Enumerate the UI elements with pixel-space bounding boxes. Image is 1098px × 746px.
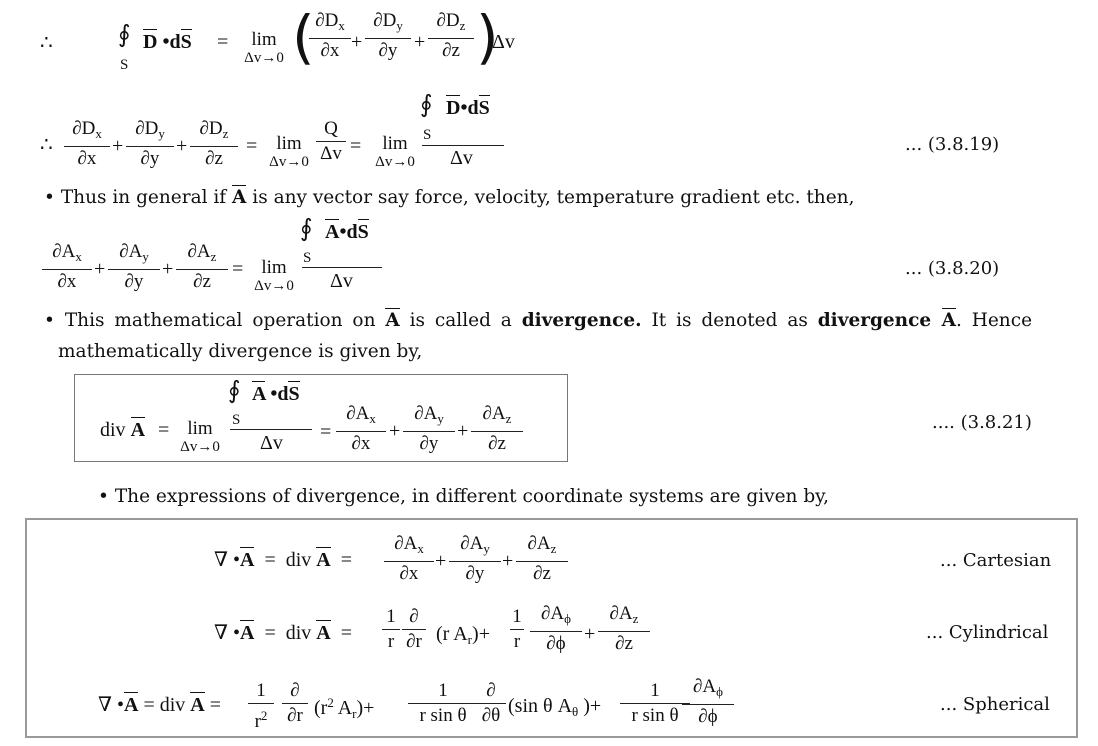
div-label: div A bbox=[100, 419, 146, 441]
fraction-cart-y: $\partial A_y$ ∂y bbox=[449, 533, 501, 585]
plus-3a: + bbox=[94, 258, 106, 280]
label-spherical: ... Spherical bbox=[940, 694, 1050, 715]
cyl-rAr: (r $A_r)+$ bbox=[436, 623, 490, 647]
delta-v-4: Δv bbox=[260, 432, 283, 454]
fraction-sph-1-rsin: 1 r sin θ bbox=[408, 680, 478, 727]
paragraph-thus-in-general: • Thus in general if A is any vector say force, velocity, temperature gradient etc. then, bbox=[44, 187, 855, 208]
fraction-sph-1-r2: 1 $r^2$ bbox=[248, 680, 274, 733]
vector-dot-product-3: A•dS bbox=[325, 221, 369, 243]
equals-1: = bbox=[217, 31, 229, 53]
paragraph-line-2: mathematically divergence is given by, bbox=[58, 341, 423, 362]
fraction-dDy-dy: $\partial D_y$ ∂y bbox=[365, 10, 411, 62]
fraction-sph-d-dr: ∂ ∂r bbox=[282, 680, 308, 727]
limit-2a: lim Δv→0 bbox=[269, 133, 309, 170]
closed-integral-1: ∮ bbox=[118, 20, 131, 48]
plus-cyl: + bbox=[584, 623, 596, 645]
equation-number-3-8-20: ... (3.8.20) bbox=[905, 258, 1000, 279]
equals-4a: = bbox=[158, 419, 170, 441]
vector-dot-product-2: D•dS bbox=[446, 97, 490, 119]
delta-v-2: Δv bbox=[450, 147, 473, 169]
plus-cart-b: + bbox=[502, 550, 514, 572]
fraction-dDy-dy-2: $\partial D_y$ ∂y bbox=[126, 118, 174, 170]
closed-integral-4: ∮ bbox=[228, 376, 241, 404]
cartesian-lhs: ∇ •A = div A = bbox=[214, 549, 353, 571]
plus-2a: + bbox=[112, 135, 124, 157]
fraction-dAx-dx-4: $\partial A_x$ ∂x bbox=[336, 403, 386, 455]
therefore-symbol: ∴ bbox=[40, 32, 53, 54]
fraction-cyl-1-r: 1 r bbox=[382, 606, 400, 653]
fraction-dAz-dz-4: $\partial A_z$ ∂z bbox=[471, 403, 523, 455]
equation-number-3-8-21: .... (3.8.21) bbox=[932, 412, 1032, 433]
limit-2b: lim Δv→0 bbox=[375, 133, 415, 170]
paragraph-expressions: • The expressions of divergence, in different coordinate systems are given by, bbox=[98, 486, 830, 507]
sph-sinA: (sin θ $A_\theta$ )+ bbox=[508, 695, 602, 719]
therefore-symbol-2: ∴ bbox=[40, 134, 53, 156]
fraction-dAy-dy: $\partial A_y$ ∂y bbox=[108, 241, 160, 293]
fraction-cyl-dAz: $\partial A_z$ ∂z bbox=[598, 603, 650, 655]
limit-3: lim Δv→0 bbox=[254, 257, 294, 294]
sph-r2Ar: ($r^2$ $A_r)+$ bbox=[314, 695, 375, 721]
fraction-dDx-dx: $\partial D_x$ ∂x bbox=[309, 10, 351, 62]
plus-1b: + bbox=[414, 31, 426, 53]
fraction-dDx-dx-2: $\partial D_x$ ∂x bbox=[64, 118, 110, 170]
limit-4: lim Δv→0 bbox=[180, 418, 220, 455]
fraction-sph-dAphi: $\partial A_\phi$ ∂ϕ bbox=[682, 676, 734, 728]
plus-2b: + bbox=[176, 135, 188, 157]
cylindrical-lhs: ∇ •A = div A = bbox=[214, 622, 353, 644]
label-cartesian: ... Cartesian bbox=[940, 550, 1052, 571]
closed-integral-2: ∮ bbox=[420, 90, 433, 118]
limit-1: lim Δv→0 bbox=[244, 29, 284, 66]
fraction-cyl-1-r-b: 1 r bbox=[510, 606, 524, 653]
label-cylindrical: ... Cylindrical bbox=[926, 622, 1049, 643]
vector-dot-product-1: D •dS bbox=[143, 31, 192, 53]
closed-integral-3: ∮ bbox=[300, 214, 313, 242]
fraction-sph-d-dtheta: ∂ ∂θ bbox=[476, 680, 506, 727]
delta-v-3: Δv bbox=[330, 270, 353, 292]
spherical-lhs: ∇ •A = div A = bbox=[98, 694, 222, 716]
equals-3: = bbox=[232, 258, 244, 280]
fraction-bar-4 bbox=[230, 429, 312, 430]
plus-4a: + bbox=[389, 420, 401, 442]
fraction-cart-x: $\partial A_x$ ∂x bbox=[384, 533, 434, 585]
fraction-cyl-d-dr: ∂ ∂r bbox=[402, 606, 426, 653]
paren-right-1: ) bbox=[476, 3, 499, 71]
equals-2a: = bbox=[246, 135, 258, 157]
fraction-bar-2 bbox=[422, 145, 504, 146]
paren-left-1: ( bbox=[292, 3, 315, 71]
equation-number-3-8-19: ... (3.8.19) bbox=[905, 134, 1000, 155]
fraction-cart-z: $\partial A_z$ ∂z bbox=[516, 533, 568, 585]
fraction-cyl-dAphi: $\partial A_\phi$ ∂ϕ bbox=[530, 603, 582, 655]
plus-3b: + bbox=[162, 258, 174, 280]
equals-4b: = bbox=[320, 421, 332, 443]
fraction-bar-3 bbox=[302, 267, 382, 268]
surface-label-2: S bbox=[423, 127, 432, 143]
fraction-Q-dv: Q Δv bbox=[316, 118, 346, 165]
vector-dot-product-4: A •dS bbox=[252, 383, 300, 405]
fraction-sph-1-rsin-b: 1 r sin θ bbox=[620, 680, 690, 727]
fraction-dDz-dz: $\partial D_z$ ∂z bbox=[428, 10, 474, 62]
fraction-dAy-dy-4: $\partial A_y$ ∂y bbox=[403, 403, 455, 455]
plus-cart-a: + bbox=[435, 550, 447, 572]
paragraph-mathematical-operation: • This mathematical operation on A is called a divergence. It is denoted as divergence A. Hence bbox=[44, 310, 1033, 331]
plus-1a: + bbox=[351, 31, 363, 53]
delta-v-1: Δv bbox=[492, 31, 515, 53]
fraction-dDz-dz-2: $\partial D_z$ ∂z bbox=[190, 118, 238, 170]
plus-4b: + bbox=[457, 420, 469, 442]
surface-label-1: S bbox=[120, 57, 129, 73]
surface-label-4: S bbox=[232, 412, 241, 428]
equals-2b: = bbox=[350, 135, 362, 157]
fraction-dAz-dz: $\partial A_z$ ∂z bbox=[176, 241, 228, 293]
fraction-dAx-dx: $\partial A_x$ ∂x bbox=[42, 241, 92, 293]
surface-label-3: S bbox=[303, 250, 312, 266]
